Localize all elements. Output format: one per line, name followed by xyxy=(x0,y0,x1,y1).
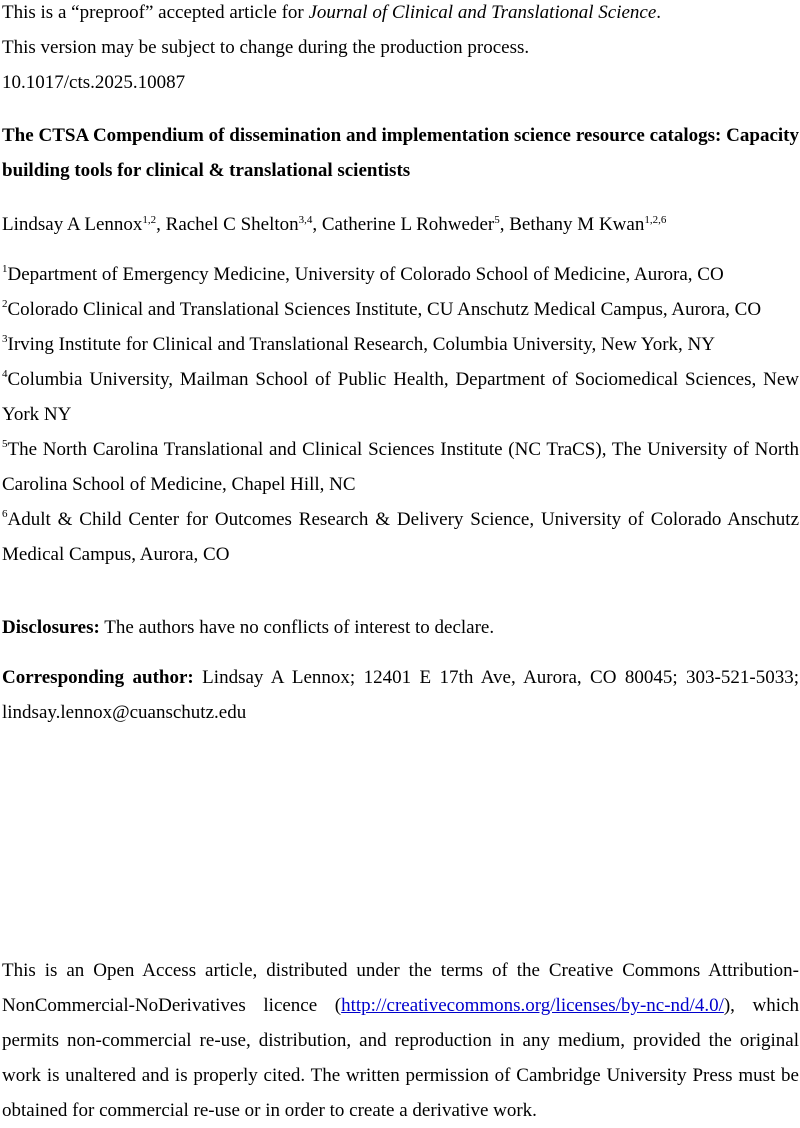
affiliation: $^5$The North Carolina Translational and Clinical Sciences Institute (NC TraCS), The University of North Carolina School of Medicine, Chapel Hill, NC xyxy=(2,438,799,495)
license-statement xyxy=(2,953,799,1128)
affiliation: $^6$Adult & Child Center for Outcomes Research & Delivery Science, University of Colorado Anschutz Medical Campus, Aurora, CO xyxy=(2,508,799,565)
corresponding-text: Lindsay A Lennox; 12401 E 17th Ave, Aurora, CO 80045; 303-521-5033; lindsay.lennox@cuanschutz.edu xyxy=(2,667,799,723)
corresponding-label: Corresponding author: xyxy=(2,667,194,688)
disclosures-label: Disclosures: xyxy=(2,617,100,638)
license-link[interactable]: http://creativecommons.org/licenses/by-nc-nd/4.0/ xyxy=(341,995,724,1016)
disclosures xyxy=(2,610,799,645)
preproof-line-2: This version may be subject to change during the production process. xyxy=(2,37,530,58)
affiliation: $^3$Irving Institute for Clinical and Translational Research, Columbia University, New York, NY xyxy=(2,333,715,355)
article-title: The CTSA Compendium of dissemination and implementation science resource catalogs: Capacity building tools for clinical & translational scientists xyxy=(2,125,799,181)
affiliation: $^1$Department of Emergency Medicine, University of Colorado School of Medicine, Aurora, CO xyxy=(2,263,724,285)
preproof-suffix: . xyxy=(656,2,662,23)
author: Bethany M Kwan$^{1,2,6}$ xyxy=(509,214,667,235)
doi: 10.1017/cts.2025.10087 xyxy=(2,72,186,93)
disclosures-text: The authors have no conflicts of interest to declare. xyxy=(99,617,495,638)
affiliation-list xyxy=(2,257,799,572)
license-text-before: This is an Open Access article, distributed under the terms of the Creative Commons Attribution-NonCommercial-NoDerivatives licence ( xyxy=(2,960,799,1016)
affiliation: $^2$Colorado Clinical and Translational Sciences Institute, CU Anschutz Medical Campus, Aurora, CO xyxy=(2,298,762,320)
license-text-after: ), which permits non-commercial re-use, distribution, and reproduction in any medium, provided the original work is unaltered and is properly cited. The written permission of Cambridge University Press must be obtained for commercial re-use or in order to create a derivative work. xyxy=(2,995,799,1121)
author: Catherine L Rohweder$^5$, xyxy=(321,214,510,235)
corresponding-author xyxy=(2,660,799,730)
author: Lindsay A Lennox$^{1,2}$, xyxy=(2,214,166,235)
preproof-line-1 xyxy=(2,0,799,30)
preproof-prefix: This is a “preproof” accepted article for xyxy=(2,2,309,23)
journal-name: Journal of Clinical and Translational Science xyxy=(308,2,657,23)
affiliation: $^4$Columbia University, Mailman School of Public Health, Department of Sociomedical Sciences, New York NY xyxy=(2,368,799,425)
preproof-notice xyxy=(2,0,799,100)
author: Rachel C Shelton$^{3,4}$, xyxy=(165,214,322,235)
author-list xyxy=(2,207,799,242)
